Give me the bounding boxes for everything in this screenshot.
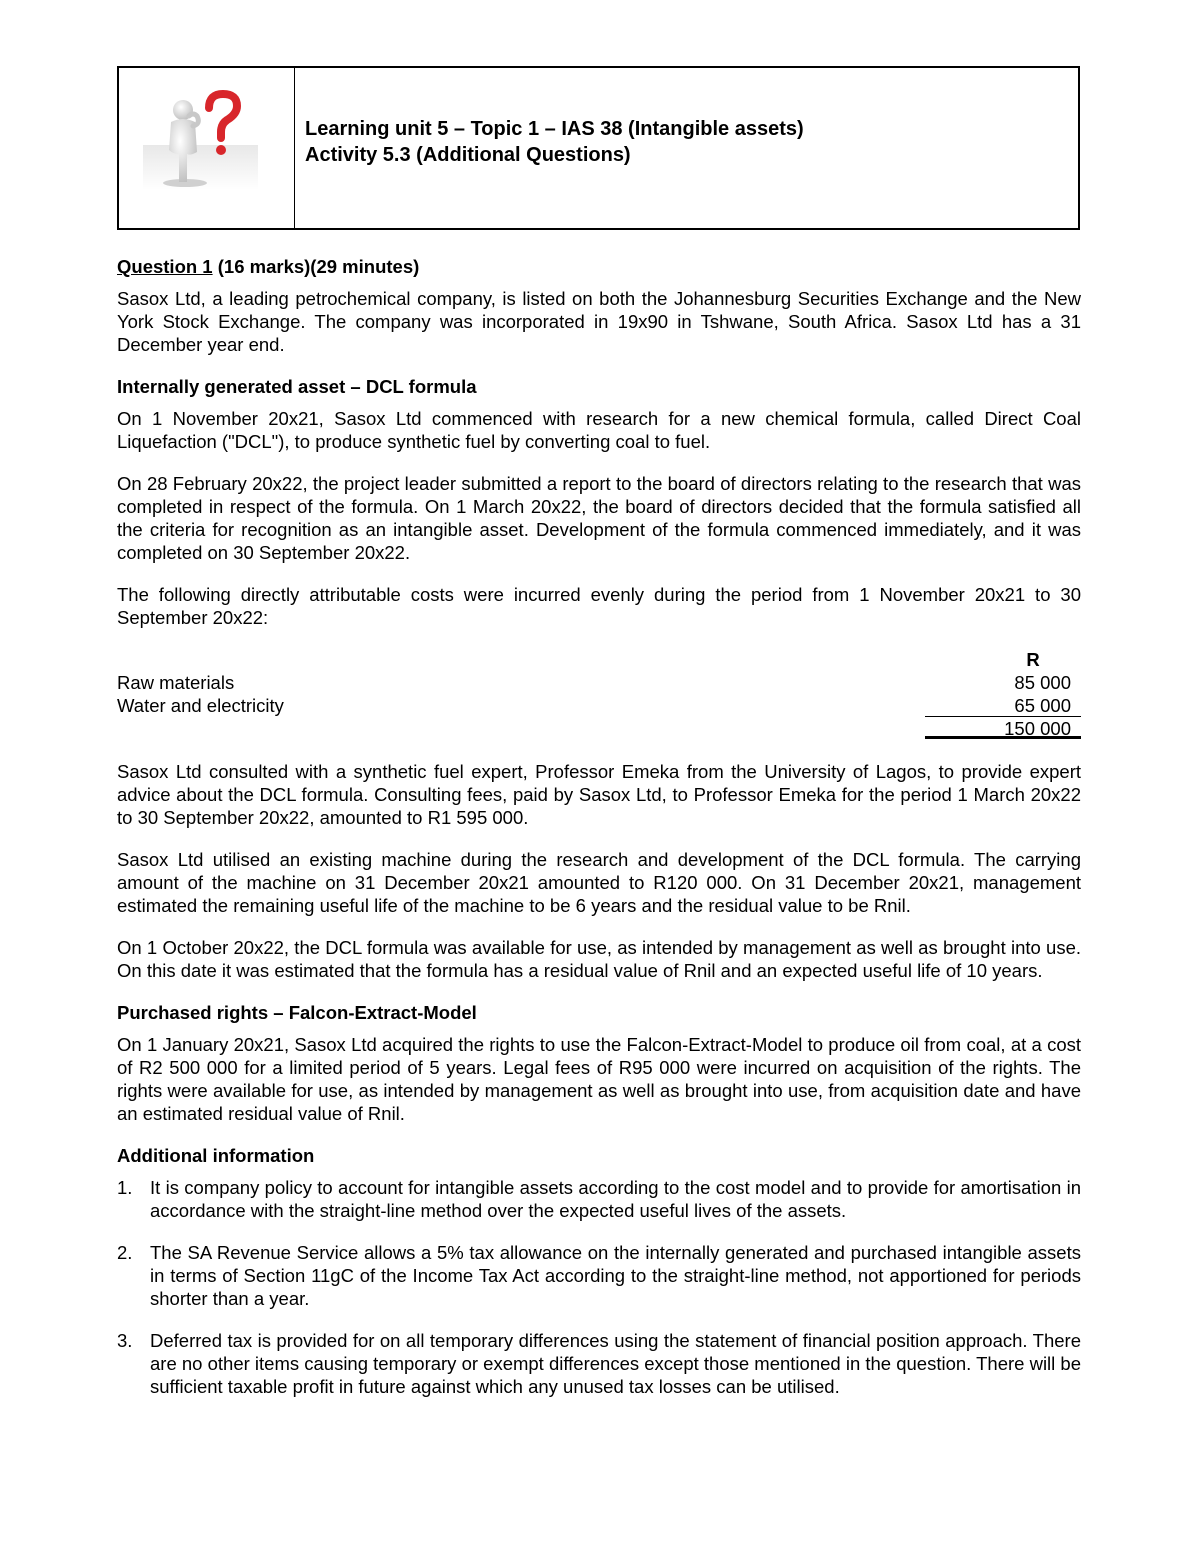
- dcl-paragraph-3: The following directly attributable costs were incurred evenly during the period from 1 November 20x21 to 30 September 20x22:: [117, 584, 1081, 628]
- section-heading-additional: Additional information: [117, 1145, 315, 1166]
- currency-header: R: [1026, 649, 1040, 670]
- list-item-number: 1.: [117, 1177, 133, 1198]
- header-icon-cell: [119, 68, 295, 228]
- cost-amount: 85 000: [1014, 672, 1071, 693]
- dcl-paragraph-2: On 28 February 20x22, the project leader submitted a report to the board of directors relating to the research that was completed in respect of the formula. On 1 March 20x22, the board of directors decided that the formula satisfied all the criteria for recognition as an intangible asset. Development of the formula commenced immediately, and it was completed on 30 September 20x22.: [117, 473, 1081, 563]
- list-item-text: It is company policy to account for intangible assets according to the cost model and to provide for amortisation in accordance with the straight-line method over the expected useful lives of the assets.: [150, 1177, 1081, 1221]
- section-heading-falcon: Purchased rights – Falcon-Extract-Model: [117, 1002, 477, 1023]
- list-item-number: 2.: [117, 1242, 133, 1263]
- dcl-paragraph-6: On 1 October 20x22, the DCL formula was available for use, as intended by management as well as brought into use. On this date it was estimated that the formula has a residual value of Rnil and an expected useful life of 10 years.: [117, 937, 1081, 981]
- cost-label: Raw materials: [117, 672, 235, 693]
- activity-title: Activity 5.3 (Additional Questions): [305, 144, 631, 166]
- cost-total: 150 000: [925, 717, 1081, 739]
- dcl-paragraph-1: On 1 November 20x21, Sasox Ltd commenced with research for a new chemical formula, called Direct Coal Liquefaction ("DCL"), to produce synthetic fuel by converting coal to fuel.: [117, 408, 1081, 452]
- cost-row: [117, 671, 1081, 694]
- question-label: Question 1: [117, 256, 213, 277]
- list-item: [117, 1329, 1081, 1398]
- cost-label: Water and electricity: [117, 695, 284, 716]
- cost-total-row: [117, 717, 1081, 740]
- list-item-text: The SA Revenue Service allows a 5% tax allowance on the internally generated and purchased intangible assets in terms of Section 11gC of the Income Tax Act according to the straight-line method, not apportioned for periods shorter than a year.: [150, 1242, 1081, 1309]
- dcl-paragraph-4: Sasox Ltd consulted with a synthetic fuel expert, Professor Emeka from the University of Lagos, to provide expert advice about the DCL formula. Consulting fees, paid by Sasox Ltd, to Professor Emeka for the period 1 March 20x22 to 30 September 20x22, amounted to R1 595 000.: [117, 761, 1081, 828]
- additional-info-list: [117, 1176, 1081, 1398]
- cost-row: [117, 694, 1081, 717]
- section-heading-dcl: Internally generated asset – DCL formula: [117, 376, 477, 397]
- list-item: [117, 1241, 1081, 1310]
- activity-header-box: [117, 66, 1080, 230]
- falcon-paragraph-1: On 1 January 20x21, Sasox Ltd acquired the rights to use the Falcon-Extract-Model to produce oil from coal, at a cost of R2 500 000 for a limited period of 5 years. Legal fees of R95 000 were incurred on acquisition of the rights. The rights were available for use, as intended by management as well as brought into use, from acquisition date and have an estimated residual value of Rnil.: [117, 1034, 1081, 1124]
- cost-table-header: [117, 648, 1081, 671]
- learning-unit-title: Learning unit 5 – Topic 1 – IAS 38 (Intangible assets): [305, 118, 804, 140]
- intro-paragraph: Sasox Ltd, a leading petrochemical company, is listed on both the Johannesburg Securities Exchange and the New York Stock Exchange. The company was incorporated in 19x90 in Tshwane, South Africa. Sasox Ltd has a 31 December year end.: [117, 288, 1081, 355]
- list-item-text: Deferred tax is provided for on all temporary differences using the statement of financial position approach. There are no other items causing temporary or exempt differences except those mentioned in the question. There will be sufficient taxable profit in future against which any unused tax losses can be utilised.: [150, 1330, 1081, 1397]
- question-heading: [117, 255, 1081, 278]
- list-item: [117, 1176, 1081, 1222]
- cost-table: [117, 648, 1081, 740]
- header-title-cell: [295, 68, 1078, 228]
- list-item-number: 3.: [117, 1330, 133, 1351]
- dcl-paragraph-5: Sasox Ltd utilised an existing machine during the research and development of the DCL formula. The carrying amount of the machine on 31 December 20x21 amounted to R120 000. On 31 December 20x21, management estimated the remaining useful life of the machine to be 6 years and the residual value to be Rnil.: [117, 849, 1081, 916]
- cost-amount: 65 000: [925, 694, 1081, 717]
- question-marks: (16 marks)(29 minutes): [212, 256, 420, 277]
- person-question-mark-icon: [143, 90, 263, 190]
- document-body: [117, 255, 1081, 1417]
